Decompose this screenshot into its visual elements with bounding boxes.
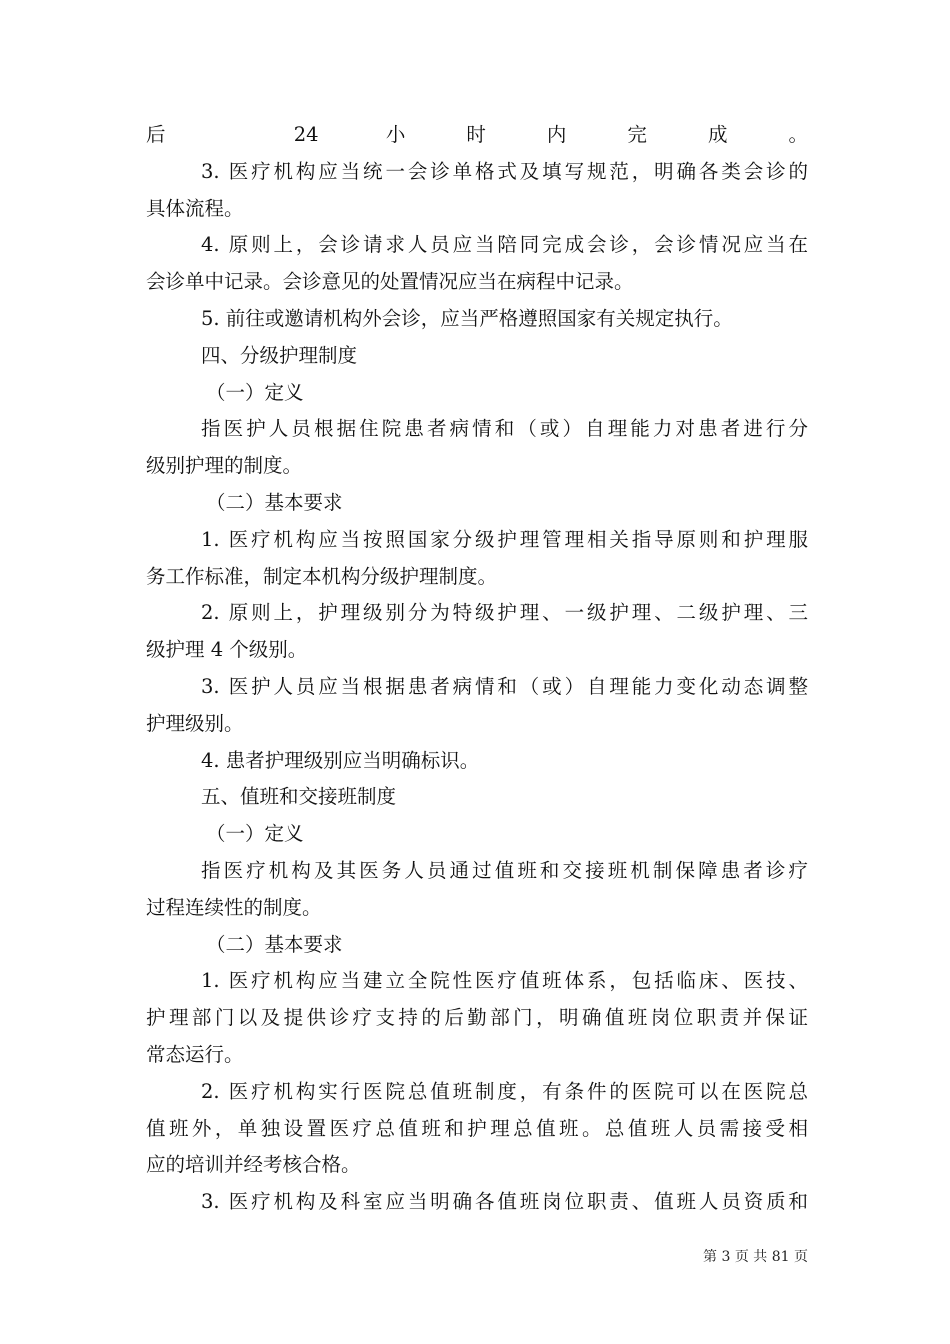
page-number-footer: 第 3 页 共 81 页 (703, 1249, 808, 1265)
text-line: 5. 前往或邀请机构外会诊，应当严格遵照国家有关规定执行。 (201, 306, 733, 330)
section-heading: 四、分级护理制度 (201, 343, 358, 367)
text-line: 1. 医疗机构应当按照国家分级护理管理相关指导原则和护理服 (201, 527, 808, 551)
text-line: 级护理 4 个级别。 (146, 638, 308, 662)
text-line: 4. 患者护理级别应当明确标识。 (201, 748, 480, 772)
text-line: 3. 医疗机构及科室应当明确各值班岗位职责、值班人员资质和 (201, 1190, 808, 1214)
text-line: 指医护人员根据住院患者病情和（或）自理能力对患者进行分 (201, 417, 808, 441)
text-line: 常态运行。 (146, 1042, 244, 1066)
text-line: 值班外，单独设置医疗总值班和护理总值班。总值班人员需接受相 (146, 1116, 808, 1140)
section-heading: 五、值班和交接班制度 (201, 785, 397, 809)
text-line: 3. 医护人员应当根据患者病情和（或）自理能力变化动态调整 (201, 674, 808, 698)
text-line: 1. 医疗机构应当建立全院性医疗值班体系，包括临床、医技、 (201, 969, 808, 993)
text-line: 具体流程。 (146, 196, 244, 220)
text-line: 后 24 小时内完成。 (146, 123, 808, 146)
text-line: 会诊单中记录。会诊意见的处置情况应当在病程中记录。 (146, 270, 634, 294)
text-line: 2. 原则上，护理级别分为特级护理、一级护理、二级护理、三 (201, 601, 808, 625)
text-line: 务工作标准，制定本机构分级护理制度。 (146, 564, 498, 588)
text-line: 应的培训并经考核合格。 (146, 1153, 361, 1177)
subsection-heading: （一）定义 (206, 822, 304, 846)
text-line: 护理级别。 (146, 711, 244, 735)
text-line: 过程连续性的制度。 (146, 895, 322, 919)
subsection-heading: （一）定义 (206, 380, 304, 404)
text-line: 护理部门以及提供诊疗支持的后勤部门，明确值班岗位职责并保证 (146, 1006, 808, 1030)
text-line: 2. 医疗机构实行医院总值班制度，有条件的医院可以在医院总 (201, 1079, 808, 1103)
subsection-heading: （二）基本要求 (206, 932, 343, 956)
text-line: 指医疗机构及其医务人员通过值班和交接班机制保障患者诊疗 (201, 858, 808, 882)
text-line: 3. 医疗机构应当统一会诊单格式及填写规范，明确各类会诊的 (201, 159, 808, 183)
text-line: 4. 原则上，会诊请求人员应当陪同完成会诊，会诊情况应当在 (201, 233, 808, 257)
document-body (146, 117, 808, 1221)
text-line: 级别护理的制度。 (146, 454, 303, 478)
subsection-heading: （二）基本要求 (206, 490, 343, 514)
